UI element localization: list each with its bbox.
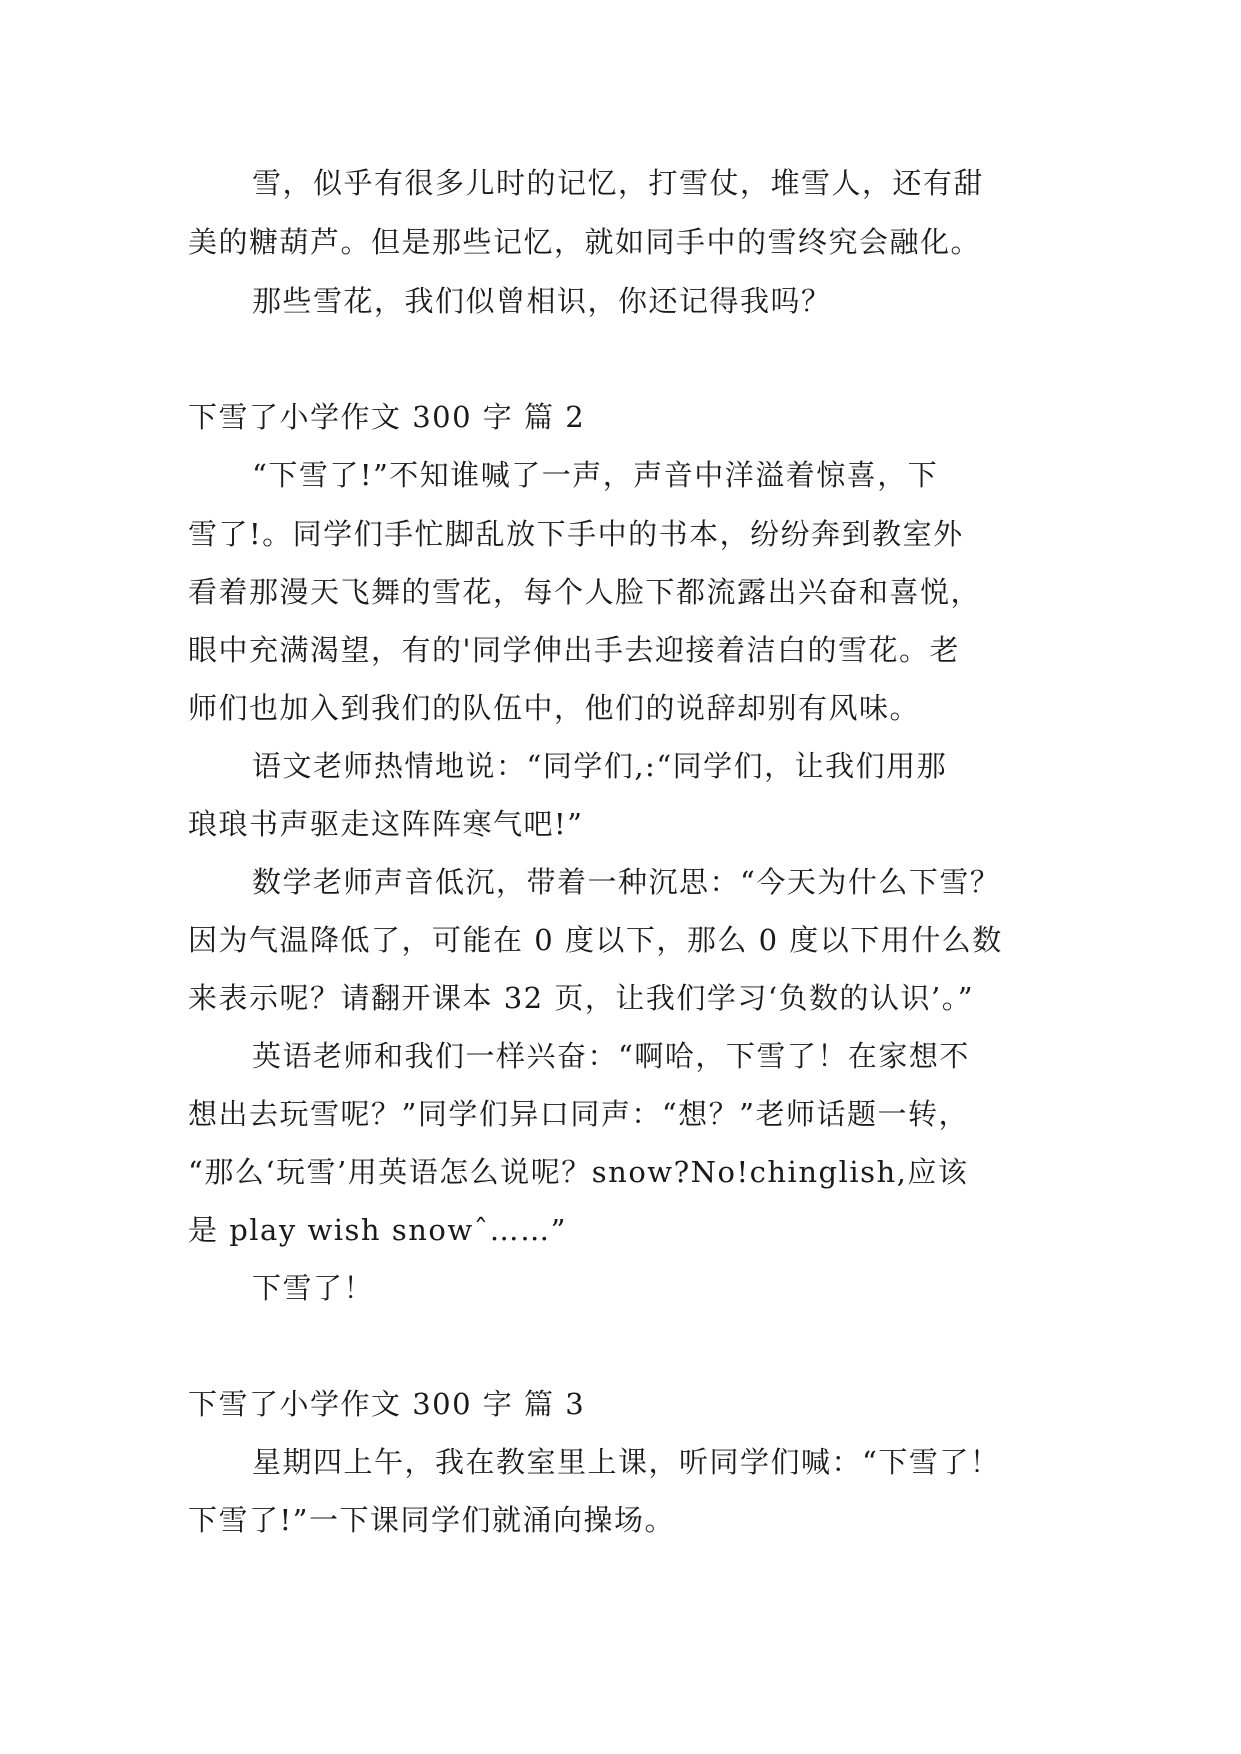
paragraph-line: “下雪了!”不知谁喊了一声，声音中洋溢着惊喜，下 xyxy=(252,458,939,492)
paragraph-line: 雪，似乎有很多儿时的记忆，打雪仗，堆雪人，还有甜 xyxy=(252,166,985,200)
paragraph-line: 下雪了！ xyxy=(252,1271,375,1305)
paragraph-line: “那么‘玩雪’用英语怎么说呢？snow?No!chinglish,应该 xyxy=(188,1155,969,1189)
paragraph-line: 琅琅书声驱走这阵阵寒气吧!” xyxy=(188,807,584,841)
paragraph-line: 眼中充满渴望，有的'同学伸出手去迎接着洁白的雪花。老 xyxy=(188,633,960,667)
paragraph-line: 数学老师声音低沉，带着一种沉思：“今天为什么下雪？ xyxy=(252,865,1001,899)
paragraph-line: 美的糖葫芦。但是那些记忆，就如同手中的雪终究会融化。 xyxy=(188,225,982,259)
paragraph-line: 想出去玩雪呢？”同学们异口同声：“想？”老师话题一转， xyxy=(188,1097,969,1131)
paragraph-line: 来表示呢？请翻开课本 32 页，让我们学习‘负数的认识’。” xyxy=(188,981,975,1015)
section-heading: 下雪了小学作文 300 字 篇 2 xyxy=(188,400,586,434)
paragraph-line: 语文老师热情地说：“同学们,:“同学们，让我们用那 xyxy=(252,749,948,783)
paragraph-line: 下雪了!”一下课同学们就涌向操场。 xyxy=(188,1503,675,1537)
paragraph-line: 看着那漫天飞舞的雪花，每个人脸下都流露出兴奋和喜悦， xyxy=(188,575,982,609)
section-heading: 下雪了小学作文 300 字 篇 3 xyxy=(188,1387,586,1421)
paragraph-line: 因为气温降低了，可能在 0 度以下，那么 0 度以下用什么数 xyxy=(188,923,1003,957)
paragraph-line: 是 play wish snowˆ……” xyxy=(188,1213,567,1247)
paragraph-line: 师们也加入到我们的队伍中，他们的说辞却别有风味。 xyxy=(188,691,921,725)
paragraph-line: 星期四上午，我在教室里上课，听同学们喊：“下雪了！ xyxy=(252,1445,1001,1479)
paragraph-line: 雪了!。同学们手忙脚乱放下手中的书本，纷纷奔到教室外 xyxy=(188,517,964,551)
paragraph-line: 那些雪花，我们似曾相识，你还记得我吗？ xyxy=(252,284,832,318)
paragraph-line: 英语老师和我们一样兴奋：“啊哈，下雪了！在家想不 xyxy=(252,1039,970,1073)
